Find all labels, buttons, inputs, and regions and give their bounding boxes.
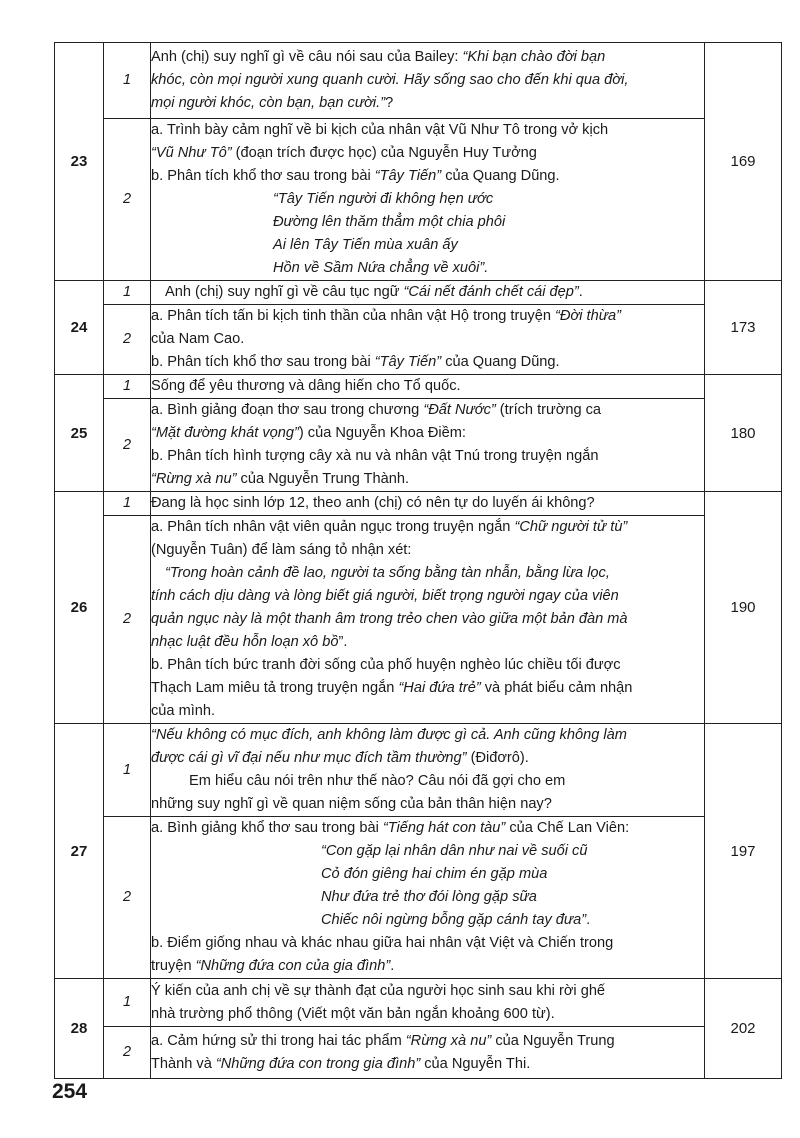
table-row bbox=[55, 492, 782, 516]
answer-page-number: 173 bbox=[705, 281, 782, 375]
question-text bbox=[151, 305, 705, 375]
question-text bbox=[151, 375, 705, 399]
answer-page-number: 197 bbox=[705, 724, 782, 979]
table-row bbox=[55, 817, 782, 979]
quote-line: tính cách dịu dàng và lòng biết giá người, biết trọng người ngay của viên bbox=[151, 588, 619, 604]
answer-page-number: 190 bbox=[705, 492, 782, 724]
text-line: Đang là học sinh lớp 12, theo anh (chị) có nên tự do luyến ái không? bbox=[151, 495, 595, 511]
table-row bbox=[55, 979, 782, 1027]
question-number: 1 bbox=[104, 492, 151, 516]
exam-number: 28 bbox=[55, 979, 104, 1079]
table-row bbox=[55, 724, 782, 817]
answer-page-number: 180 bbox=[705, 375, 782, 492]
table-row bbox=[55, 375, 782, 399]
exam-topics-body bbox=[55, 43, 782, 1079]
table-row bbox=[55, 305, 782, 375]
question-number: 2 bbox=[104, 399, 151, 492]
exam-number: 23 bbox=[55, 43, 104, 281]
text-line: Em hiểu câu nói trên như thế nào? Câu nói đã gợi cho em bbox=[189, 773, 566, 789]
poem-line: Đường lên thăm thẳm một chia phôi bbox=[273, 214, 506, 230]
text-line: truyện “Những đứa con của gia đình”. bbox=[151, 958, 395, 974]
question-number: 1 bbox=[104, 979, 151, 1027]
text-line: a. Bình giảng đoạn thơ sau trong chương “Đất Nước” (trích trường ca bbox=[151, 402, 602, 418]
poem-line: Như đứa trẻ thơ đói lòng gặp sữa bbox=[321, 889, 537, 905]
text-line: “Nếu không có mục đích, anh không làm được gì cả. Anh cũng không làm bbox=[151, 727, 627, 743]
answer-page-number: 202 bbox=[705, 979, 782, 1079]
question-number: 2 bbox=[104, 516, 151, 724]
poem-line: Cỏ đón giêng hai chim én gặp mùa bbox=[321, 866, 548, 882]
text-line: b. Điểm giống nhau và khác nhau giữa hai nhân vật Việt và Chiến trong bbox=[151, 935, 614, 951]
text-line: được cái gì vĩ đại nếu như mục đích tầm thường” (Điđơrô). bbox=[151, 750, 529, 766]
answer-page-number: 169 bbox=[705, 43, 782, 281]
table-row bbox=[55, 516, 782, 724]
question-number: 1 bbox=[104, 375, 151, 399]
question-number: 1 bbox=[104, 724, 151, 817]
text-line: Anh (chị) suy nghĩ gì về câu tục ngữ “Cái nết đánh chết cái đẹp”. bbox=[165, 284, 583, 300]
poem-line: Chiếc nôi ngừng bỗng gặp cánh tay đưa”. bbox=[321, 912, 591, 928]
page-number: 254 bbox=[52, 1080, 88, 1103]
text-line: b. Phân tích bức tranh đời sống của phố huyện nghèo lúc chiều tối được bbox=[151, 657, 621, 673]
question-text bbox=[151, 724, 705, 817]
question-number: 1 bbox=[104, 281, 151, 305]
text-line: của Nam Cao. bbox=[151, 331, 245, 347]
text-line: (Nguyễn Tuân) để làm sáng tỏ nhận xét: bbox=[151, 542, 412, 558]
quote-line: “Trong hoàn cảnh đề lao, người ta sống bằng tàn nhẫn, bằng lừa lọc, bbox=[165, 565, 610, 581]
text-line: Ý kiến của anh chị về sự thành đạt của người học sinh sau khi rời ghế bbox=[151, 982, 606, 999]
text-line: a. Phân tích nhân vật viên quản ngục trong truyện ngắn “Chữ người tử tù” bbox=[151, 519, 628, 535]
question-text bbox=[151, 119, 705, 281]
text-line: “Vũ Như Tô” (đoạn trích được học) của Nguyễn Huy Tưởng bbox=[151, 145, 537, 161]
text-line: nhà trường phổ thông (Viết một văn bản ngắn khoảng 600 từ). bbox=[151, 1005, 555, 1022]
table-row bbox=[55, 119, 782, 281]
text-line: b. Phân tích khổ thơ sau trong bài “Tây Tiến” của Quang Dũng. bbox=[151, 168, 560, 184]
question-text bbox=[151, 516, 705, 724]
text-line: b. Phân tích khổ thơ sau trong bài “Tây Tiến” của Quang Dũng. bbox=[151, 354, 560, 370]
text-line: “Mặt đường khát vọng”) của Nguyễn Khoa Điềm: bbox=[151, 425, 466, 441]
text-line: của mình. bbox=[151, 703, 216, 719]
text-line: a. Phân tích tấn bi kịch tinh thần của nhân vật Hộ trong truyện “Đời thừa” bbox=[151, 308, 621, 324]
question-text bbox=[151, 281, 705, 305]
question-number: 1 bbox=[104, 43, 151, 119]
exam-topics-table bbox=[54, 42, 782, 1079]
poem-line: “Con gặp lại nhân dân như nai về suối cũ bbox=[321, 843, 588, 859]
text-line: b. Phân tích hình tượng cây xà nu và nhân vật Tnú trong truyện ngắn bbox=[151, 448, 599, 464]
quote-line: nhạc luật đều hỗn loạn xô bồ”. bbox=[151, 634, 348, 650]
text-line: a. Bình giảng khổ thơ sau trong bài “Tiếng hát con tàu” của Chế Lan Viên: bbox=[151, 820, 630, 836]
exam-number: 27 bbox=[55, 724, 104, 979]
poem-line: Hồn về Sầm Nứa chẳng về xuôi”. bbox=[273, 260, 489, 276]
poem-line: “Tây Tiến người đi không hẹn ước bbox=[273, 191, 494, 207]
text-line: Sống để yêu thương và dâng hiến cho Tổ quốc. bbox=[151, 378, 461, 394]
exam-number: 26 bbox=[55, 492, 104, 724]
text-line: “Rừng xà nu” của Nguyễn Trung Thành. bbox=[151, 471, 410, 487]
question-text bbox=[151, 1027, 705, 1079]
text-line: a. Trình bày cảm nghĩ về bi kịch của nhân vật Vũ Như Tô trong vở kịch bbox=[151, 122, 609, 138]
question-text bbox=[151, 399, 705, 492]
question-number: 2 bbox=[104, 1027, 151, 1079]
table-row bbox=[55, 281, 782, 305]
text-line: Thành và “Những đứa con trong gia đình” của Nguyễn Thi. bbox=[151, 1055, 531, 1072]
text-line: Thạch Lam miêu tả trong truyện ngắn “Hai đứa trẻ” và phát biểu cảm nhận bbox=[151, 680, 633, 696]
text-line: mọi người khóc, còn bạn, bạn cười.”? bbox=[151, 95, 394, 111]
table-row bbox=[55, 1027, 782, 1079]
text-line: những suy nghĩ gì về quan niệm sống của bản thân hiện nay? bbox=[151, 796, 552, 812]
question-text bbox=[151, 979, 705, 1027]
poem-line: Ai lên Tây Tiến mùa xuân ấy bbox=[273, 237, 458, 253]
question-number: 2 bbox=[104, 817, 151, 979]
question-text bbox=[151, 43, 705, 119]
question-number: 2 bbox=[104, 305, 151, 375]
exam-number: 25 bbox=[55, 375, 104, 492]
quote-line: quản ngục này là một thanh âm trong trẻo chen vào giữa một bản đàn mà bbox=[151, 611, 628, 627]
text-line: khóc, còn mọi người xung quanh cười. Hãy sống sao cho đến khi qua đời, bbox=[151, 72, 629, 88]
text-line: Anh (chị) suy nghĩ gì về câu nói sau của Bailey: “Khi bạn chào đời bạn bbox=[151, 49, 606, 65]
table-row bbox=[55, 43, 782, 119]
question-text bbox=[151, 492, 705, 516]
text-line: a. Cảm hứng sử thi trong hai tác phẩm “Rừng xà nu” của Nguyễn Trung bbox=[151, 1032, 615, 1049]
question-text bbox=[151, 817, 705, 979]
question-number: 2 bbox=[104, 119, 151, 281]
table-row bbox=[55, 399, 782, 492]
exam-number: 24 bbox=[55, 281, 104, 375]
